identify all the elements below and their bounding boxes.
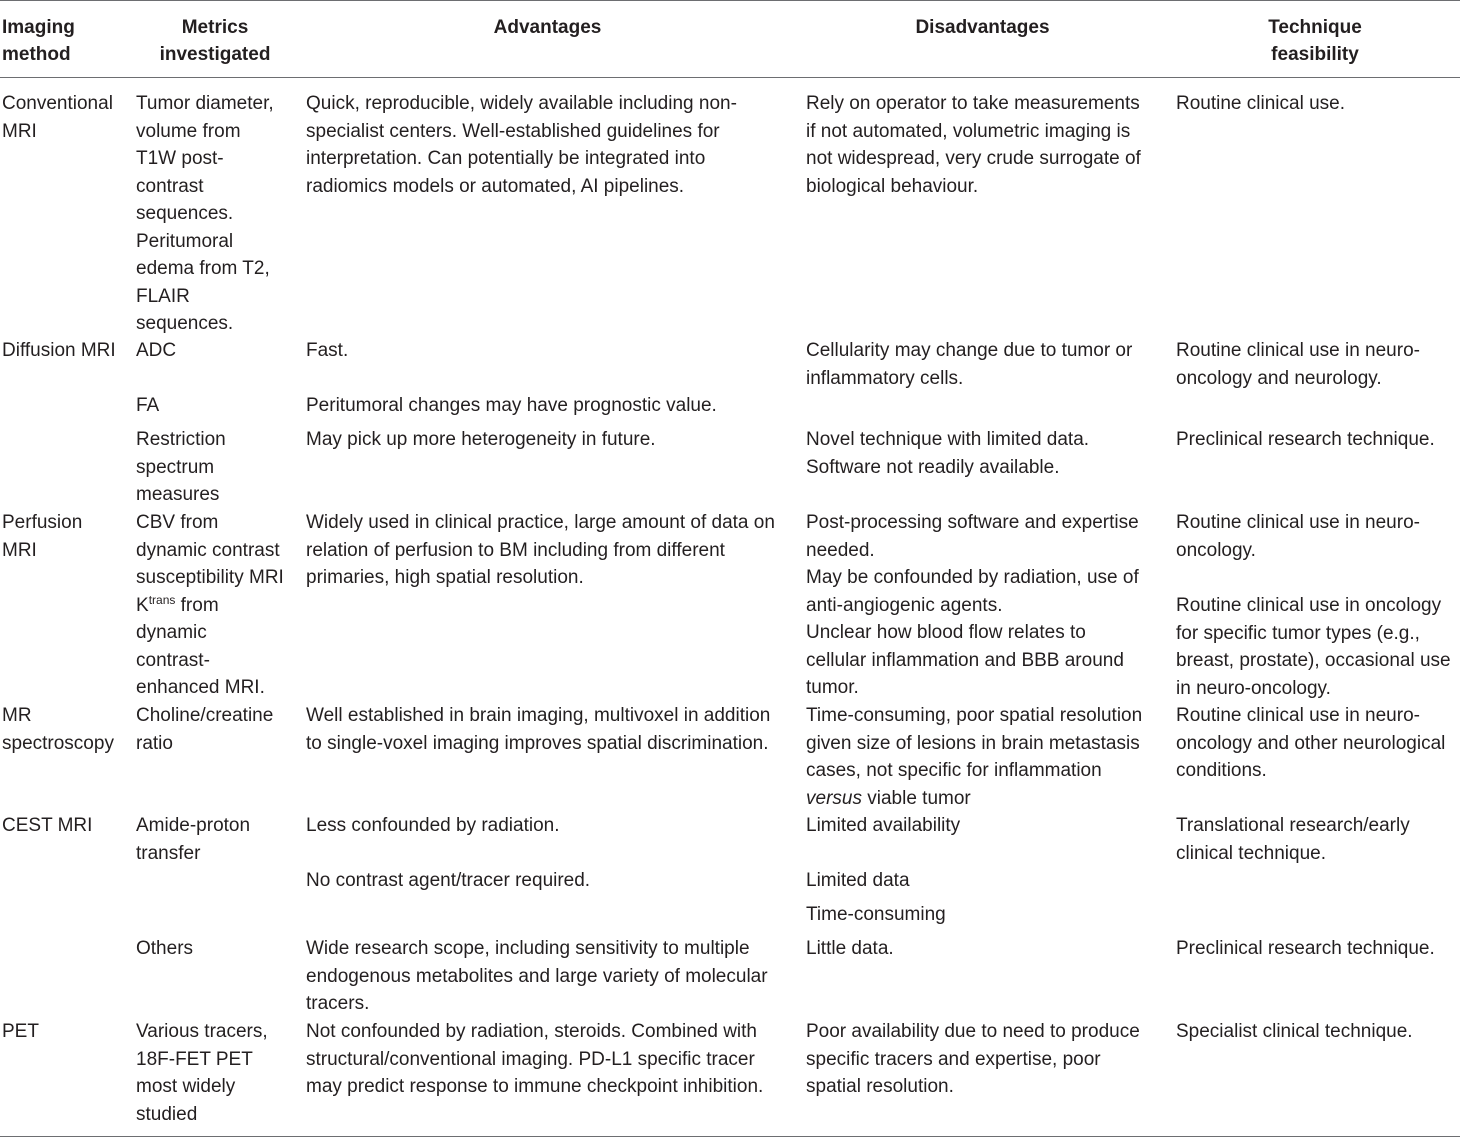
cest-amide-disadvantages: Limited availability <box>806 815 961 836</box>
pet-method: PET <box>2 1021 39 1042</box>
conventional-metrics: Tumor diameter, volume from T1W post- contrast sequences. Peritumoral edema from T2, FLAIR sequences. <box>136 93 274 334</box>
table-bottom-rule <box>0 1136 1460 1137</box>
diffusion-adc-advantages: Fast. <box>306 340 349 361</box>
cest-amide-metrics: Amide-proton transfer <box>136 815 251 864</box>
diffusion-adc-feasibility: Routine clinical use in neuro- oncology and neurology. <box>1176 340 1420 389</box>
perfusion-advantages: Widely used in clinical practice, large amount of data on relation of perfusion to BM including from different primaries, high spatial resolution. <box>306 512 775 588</box>
diffusion-fa-advantages: Peritumoral changes may have prognostic value. <box>306 395 717 416</box>
cest-others-advantages: Wide research scope, including sensitivity to multiple endogenous metabolites and large variety of molecular tracers. <box>306 938 768 1014</box>
perfusion-disadvantages: Post-processing software and expertise needed. May be confounded by radiation, use of anti-angiogenic agents. Unclear how blood flow relates to cellular inflammation and BBB around tumor. <box>806 512 1139 698</box>
header-bottom-rule <box>0 77 1460 78</box>
header-technique-feasibility: Technique feasibility <box>1268 17 1362 65</box>
spectroscopy-advantages: Well established in brain imaging, multivoxel in addition to single-voxel imaging improves spatial discrimination. <box>306 705 771 754</box>
diffusion-restriction-disadvantages: Novel technique with limited data. Software not readily available. <box>806 429 1090 478</box>
conventional-feasibility: Routine clinical use. <box>1176 93 1345 114</box>
spectroscopy-disadvantages-main: Time-consuming, poor spatial resolution given size of lesions in brain metastasis cases, not specific for inflammation <box>806 705 1143 781</box>
header-metrics-investigated: Metrics investigated <box>159 17 271 65</box>
diffusion-method: Diffusion MRI <box>2 340 116 361</box>
perfusion-ktrans-rest: from <box>175 594 219 616</box>
pet-feasibility: Specialist clinical technique. <box>1176 1021 1413 1042</box>
spectroscopy-metrics: Choline/creatine ratio <box>136 705 274 754</box>
diffusion-adc-metrics: ADC <box>136 340 177 361</box>
diffusion-adc-disadvantages: Cellularity may change due to tumor or inflammatory cells. <box>806 340 1133 389</box>
conventional-advantages: Quick, reproducible, widely available including non- specialist centers. Well-established guidelines for interpretation. Can potentially be integrated into radiomics models or automated, AI pipelines. <box>306 93 737 197</box>
pet-metrics: Various tracers, 18F-FET PET most widely studied <box>136 1021 268 1125</box>
spectroscopy-disadvantages <box>806 702 1142 812</box>
cest-others-feasibility: Preclinical research technique. <box>1176 938 1435 959</box>
perfusion-method: Perfusion MRI <box>2 512 83 561</box>
header-imaging-method: Imaging method <box>2 17 75 65</box>
cest-others-disadvantages: Little data. <box>806 938 894 959</box>
perfusion-ktrans-sup: trans <box>148 592 176 607</box>
perfusion-metrics <box>136 509 284 702</box>
pet-advantages: Not confounded by radiation, steroids. Combined with structural/conventional imaging. PD-L1 specific tracer may predict response to immune checkpoint inhibition. <box>306 1021 764 1097</box>
cest-amide-feasibility: Translational research/early clinical technique. <box>1176 815 1410 864</box>
diffusion-restriction-feasibility: Preclinical research technique. <box>1176 429 1435 450</box>
perfusion-metrics-cbv: CBV from dynamic contrast susceptibility MRI <box>136 512 284 588</box>
spectroscopy-disadvantages-end: viable tumor <box>861 787 971 809</box>
cest-amide-advantages: Less confounded by radiation. <box>306 815 560 836</box>
spectroscopy-feasibility: Routine clinical use in neuro- oncology and other neurological conditions. <box>1176 705 1446 781</box>
perfusion-metrics-dce: dynamic contrast- enhanced MRI. <box>136 622 265 698</box>
spectroscopy-versus: versus <box>806 787 862 809</box>
header-advantages: Advantages <box>493 17 602 38</box>
diffusion-restriction-metrics: Restriction spectrum measures <box>136 429 226 505</box>
perfusion-feasibility-neuro: Routine clinical use in neuro- oncology. <box>1176 512 1420 561</box>
table-top-rule <box>0 0 1460 1</box>
spectroscopy-method: MR spectroscopy <box>2 705 114 754</box>
header-disadvantages: Disadvantages <box>915 17 1050 38</box>
cest-limited-data-disadvantages: Limited data <box>806 870 910 891</box>
conventional-method: Conventional MRI <box>2 93 113 142</box>
cest-timeconsuming-disadvantages: Time-consuming <box>806 904 946 925</box>
conventional-disadvantages: Rely on operator to take measurements if not automated, volumetric imaging is not widespread, very crude surrogate of biological behaviour. <box>806 93 1141 197</box>
cest-nocontrast-advantages: No contrast agent/tracer required. <box>306 870 591 891</box>
diffusion-fa-metrics: FA <box>136 395 160 416</box>
diffusion-restriction-advantages: May pick up more heterogeneity in future. <box>306 429 656 450</box>
pet-disadvantages: Poor availability due to need to produce specific tracers and expertise, poor spatial resolution. <box>806 1021 1140 1097</box>
cest-method: CEST MRI <box>2 815 93 836</box>
perfusion-feasibility-oncology: Routine clinical use in oncology for specific tumor types (e.g., breast, prostate), occasional use in neuro-oncology. <box>1176 595 1451 699</box>
perfusion-ktrans-base: K <box>136 594 149 616</box>
cest-others-metrics: Others <box>136 938 194 959</box>
